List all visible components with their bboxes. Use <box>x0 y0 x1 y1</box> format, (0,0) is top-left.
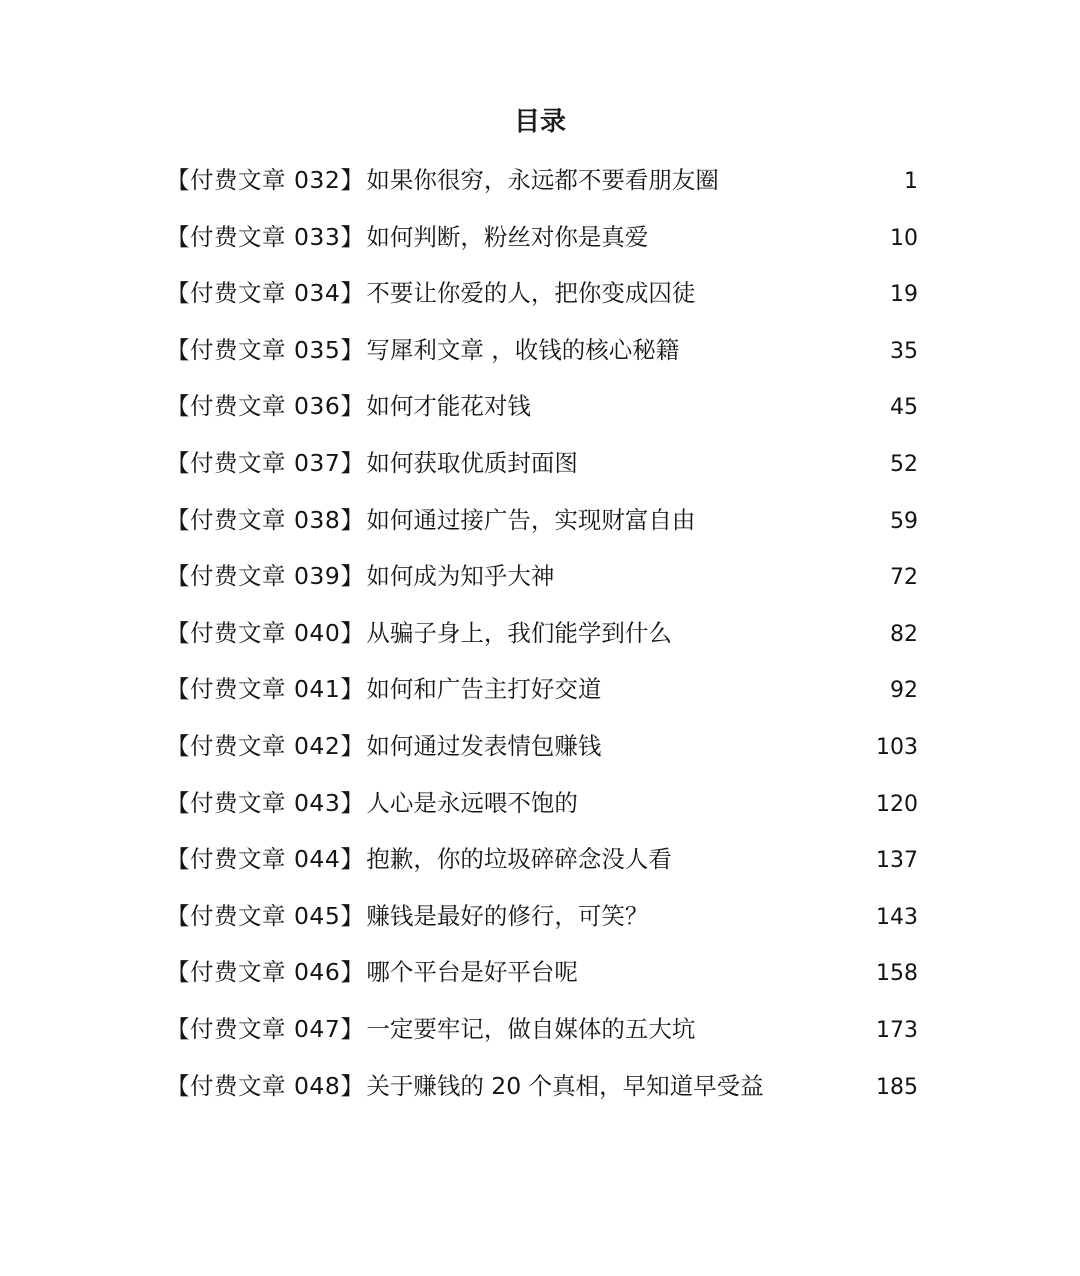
entry-page-number: 92 <box>890 678 918 704</box>
toc-entry[interactable] <box>166 669 918 726</box>
toc-entry[interactable] <box>166 556 918 613</box>
entry-title: 关于赚钱的 20 个真相，早知道早受益 <box>366 1071 764 1100</box>
toc-entry[interactable] <box>166 1066 918 1123</box>
entry-title: 如何通过接广告，实现财富自由 <box>366 505 696 534</box>
entry-tag: 【付费文章 037】 <box>166 448 365 477</box>
entry-title: 写犀利文章 ，收钱的核心秘籍 <box>366 335 680 364</box>
dot-leader <box>654 223 889 247</box>
entry-page-number: 52 <box>890 451 918 477</box>
toc-entry[interactable] <box>166 952 918 1009</box>
dot-leader <box>584 958 875 982</box>
entry-page-number: 19 <box>890 282 918 308</box>
entry-tag: 【付费文章 038】 <box>166 505 365 534</box>
entry-tag: 【付费文章 047】 <box>166 1014 365 1043</box>
toc-entry[interactable] <box>166 613 918 670</box>
toc-entry[interactable] <box>166 783 918 840</box>
dot-leader <box>701 1015 875 1039</box>
entry-tag: 【付费文章 045】 <box>166 901 365 930</box>
entry-title: 哪个平台是好平台呢 <box>366 958 578 987</box>
entry-title: 赚钱是最好的修行，可笑？ <box>366 901 649 930</box>
dot-leader <box>607 675 889 699</box>
entry-tag: 【付费文章 032】 <box>166 166 365 194</box>
entry-tag: 【付费文章 039】 <box>166 562 365 591</box>
entry-title: 如何成为知乎大神 <box>366 562 555 591</box>
entry-tag: 【付费文章 043】 <box>166 788 365 817</box>
entry-title: 不要让你爱的人，把你变成囚徒 <box>366 279 696 308</box>
dot-leader <box>685 336 889 360</box>
entry-title: 一定要牢记，做自媒体的五大坑 <box>366 1014 696 1043</box>
toc-entry[interactable] <box>166 896 918 953</box>
entry-tag: 【付费文章 046】 <box>166 958 365 987</box>
entry-page-number: 173 <box>876 1017 918 1043</box>
entry-page-number: 103 <box>876 734 918 760</box>
entry-page-number: 72 <box>890 565 918 591</box>
toc-entry[interactable] <box>166 839 918 896</box>
entry-tag: 【付费文章 041】 <box>166 675 365 704</box>
entry-title: 抱歉，你的垃圾碎碎念没人看 <box>366 845 672 874</box>
dot-leader <box>678 619 889 643</box>
toc-title: 目录 <box>513 107 566 137</box>
entry-title: 如果你很穷，永远都不要看朋友圈 <box>366 166 719 194</box>
dot-leader <box>537 392 889 416</box>
entry-tag: 【付费文章 035】 <box>166 335 365 364</box>
dot-leader <box>584 449 889 473</box>
entry-title: 如何获取优质封面图 <box>366 448 578 477</box>
dot-leader <box>584 789 875 813</box>
entry-tag: 【付费文章 040】 <box>166 618 365 647</box>
entry-title: 从骗子身上，我们能学到什么 <box>366 618 672 647</box>
dot-leader <box>607 732 875 756</box>
dot-leader <box>654 902 875 926</box>
dot-leader <box>701 279 889 303</box>
entry-tag: 【付费文章 036】 <box>166 392 365 421</box>
entry-tag: 【付费文章 044】 <box>166 845 365 874</box>
entry-title: 人心是永远喂不饱的 <box>366 788 578 817</box>
entry-page-number: 59 <box>890 508 918 534</box>
toc-entry[interactable] <box>166 273 918 330</box>
entry-page-number: 143 <box>876 904 918 930</box>
dot-leader <box>678 845 875 869</box>
toc-entry[interactable] <box>166 443 918 500</box>
entry-tag: 【付费文章 042】 <box>166 731 365 760</box>
entry-page-number: 1 <box>904 169 918 194</box>
dot-leader <box>725 166 903 190</box>
entry-title: 如何通过发表情包赚钱 <box>366 731 602 760</box>
entry-page-number: 45 <box>890 395 918 421</box>
entry-tag: 【付费文章 034】 <box>166 279 365 308</box>
dot-leader <box>701 506 889 530</box>
entry-page-number: 35 <box>890 338 918 364</box>
entry-title: 如何判断，粉丝对你是真爱 <box>366 222 649 251</box>
entry-title: 如何才能花对钱 <box>366 392 531 421</box>
entry-tag: 【付费文章 033】 <box>166 222 365 251</box>
toc-entry[interactable] <box>166 726 918 783</box>
toc-entry[interactable] <box>166 217 918 274</box>
dot-leader <box>560 562 889 586</box>
toc-entry[interactable] <box>166 500 918 557</box>
entry-page-number: 120 <box>876 791 918 817</box>
dot-leader <box>770 1072 875 1096</box>
toc-entry[interactable] <box>166 160 918 217</box>
entry-page-number: 158 <box>876 961 918 987</box>
toc-list <box>166 160 918 1122</box>
toc-entry[interactable] <box>166 386 918 443</box>
entry-tag: 【付费文章 048】 <box>166 1071 365 1100</box>
toc-entry[interactable] <box>166 330 918 387</box>
entry-title: 如何和广告主打好交道 <box>366 675 602 704</box>
entry-page-number: 137 <box>876 848 918 874</box>
entry-page-number: 10 <box>890 225 918 251</box>
entry-page-number: 82 <box>890 621 918 647</box>
entry-page-number: 185 <box>876 1074 918 1100</box>
toc-entry[interactable] <box>166 1009 918 1066</box>
